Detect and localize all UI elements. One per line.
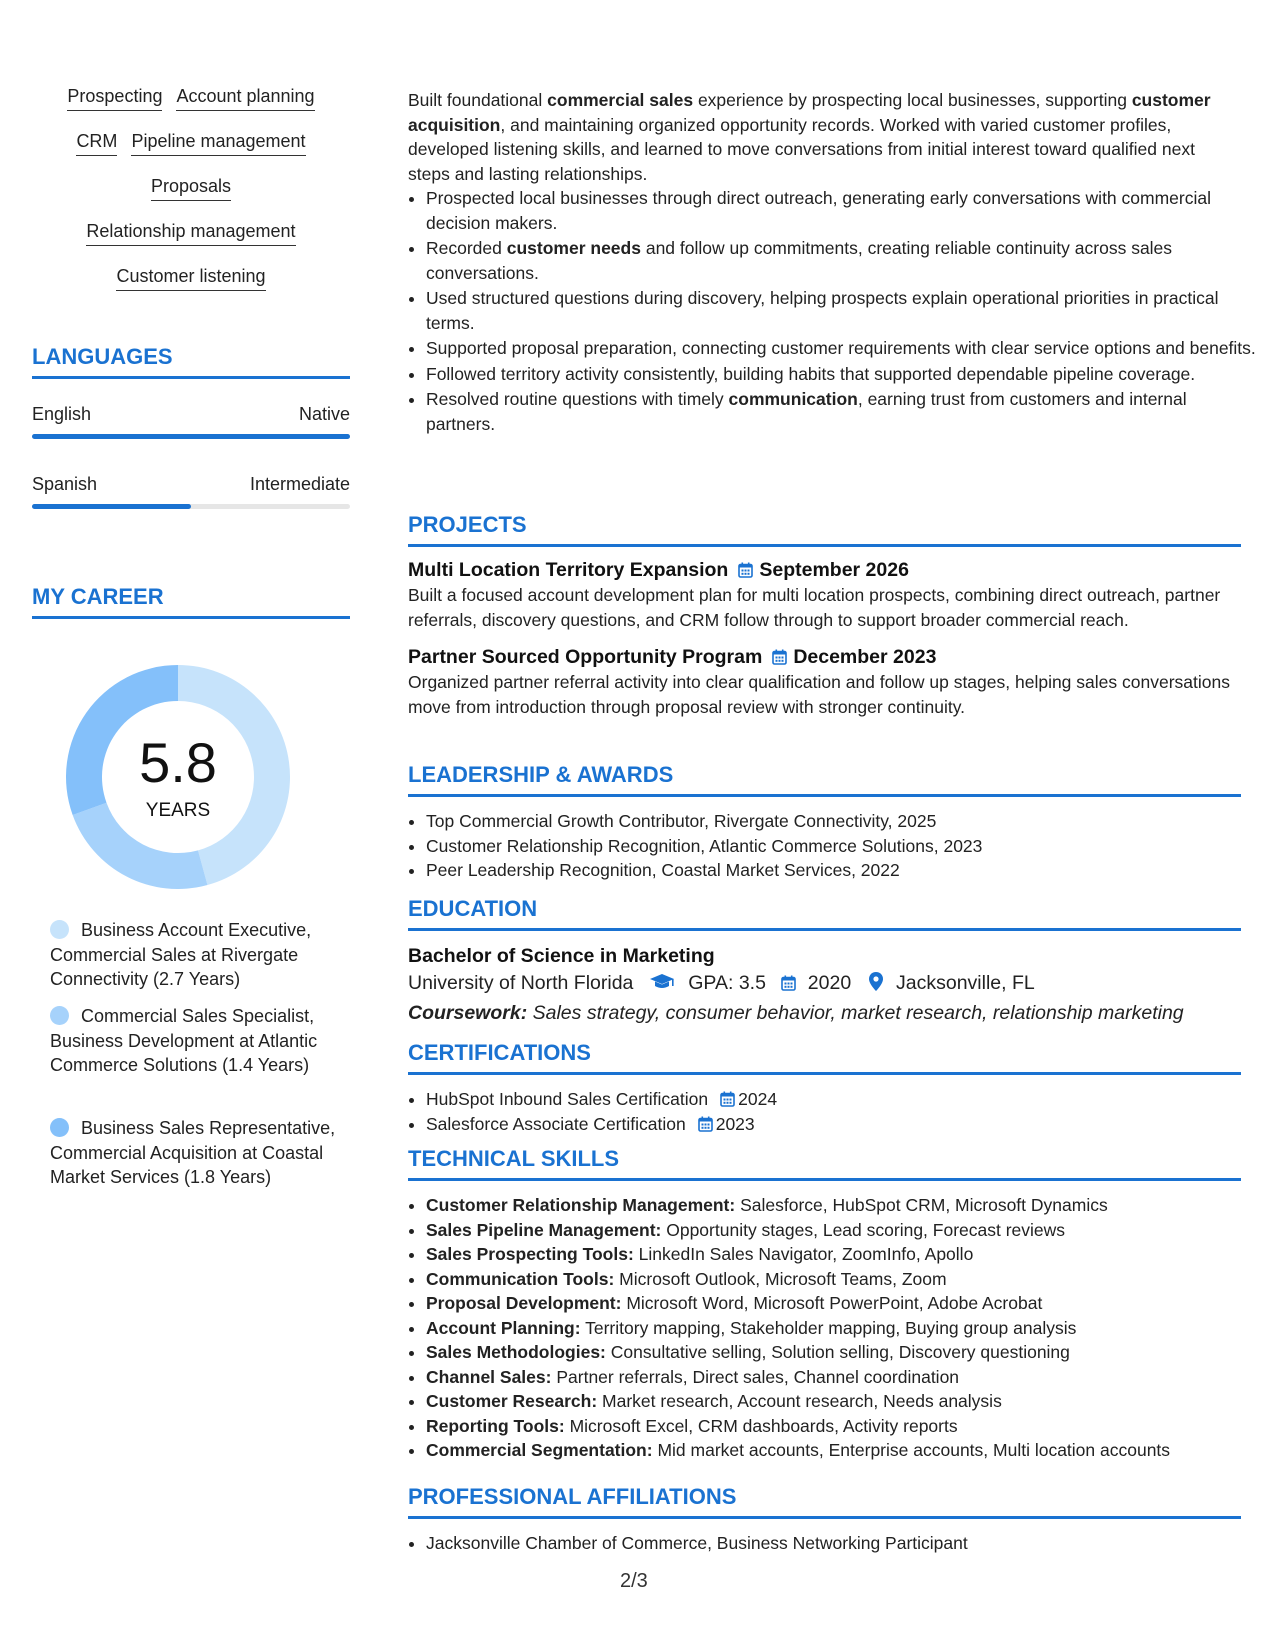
career-total-years: 5.8 [139, 731, 217, 794]
experience-bullet [426, 336, 1259, 361]
affiliations-list [408, 1531, 1241, 1556]
affiliation-item: • Jacksonville Chamber of Commerce, Business Networking Participant [426, 1531, 1241, 1556]
skill-category: Customer Research: [426, 1391, 598, 1411]
skill-values: Microsoft Outlook, Microsoft Teams, Zoom [619, 1268, 947, 1289]
education-degree: Bachelor of Science in Marketing [408, 945, 715, 967]
leadership-list [408, 809, 1241, 883]
page-number: 2/3 [620, 1570, 648, 1592]
coursework-label: Coursework: [408, 1002, 528, 1024]
project-name: Multi Location Territory Expansion [408, 559, 729, 581]
experience-bullet [426, 387, 1259, 436]
language-bar-fill [32, 504, 191, 509]
technical-skill-item [426, 1389, 1241, 1414]
technical-skill-item [426, 1316, 1241, 1341]
skill-category: Communication Tools: [426, 1268, 615, 1289]
text-run: Prospected local businesses through direct outreach, generating early conversations with commercial decision makers. [426, 188, 1211, 233]
calendar-icon [720, 1091, 735, 1107]
skill-tag: Customer listening [116, 266, 265, 291]
experience-bullet [426, 362, 1259, 387]
language-name: English [32, 404, 92, 424]
skill-category: Sales Pipeline Management: [426, 1219, 662, 1240]
skill-values: Consultative selling, Solution selling, Discovery questioning [610, 1342, 1070, 1362]
project-title-line [408, 557, 1241, 583]
location-pin-icon [869, 972, 883, 991]
project-item [408, 644, 1241, 719]
text-run: , earning trust from customers and internal partners. [426, 389, 1187, 434]
calendar-icon [781, 975, 796, 991]
graduation-cap-icon [649, 973, 675, 991]
language-level: Intermediate [249, 474, 350, 494]
text-run: Supported proposal preparation, connecting customer requirements with clear service options and benefits. [426, 338, 1256, 358]
certification-name: HubSpot Inbound Sales Certification [426, 1089, 709, 1109]
coursework-text: Sales strategy, consumer behavior, market research, relationship marketing [532, 1002, 1184, 1024]
certification-year: 2024 [738, 1089, 778, 1109]
skill-category: Customer Relationship Management: [426, 1195, 736, 1215]
skill-category: Reporting Tools: [426, 1415, 565, 1436]
education-details [408, 969, 1241, 997]
language-bar [32, 504, 350, 509]
project-date: September 2026 [759, 559, 909, 581]
bold-text: communication [728, 389, 858, 409]
calendar-icon [772, 649, 787, 665]
projects-section [408, 512, 1241, 719]
leadership-section [408, 762, 1241, 883]
skill-values: Market research, Account research, Needs analysis [602, 1391, 1002, 1411]
legend-dot [50, 1118, 69, 1137]
technical-skill-item [426, 1218, 1241, 1243]
career-role [50, 1116, 340, 1190]
language-level: Native [298, 404, 350, 424]
certification-year: 2023 [715, 1113, 755, 1134]
text-run: Built foundational [408, 90, 548, 110]
technical-skill-item [426, 1340, 1241, 1365]
skill-values: Territory mapping, Stakeholder mapping, Buying group analysis [585, 1317, 1077, 1338]
skill-values: Opportunity stages, Lead scoring, Forecast reviews [666, 1219, 1066, 1240]
technical-skill-item [426, 1193, 1241, 1218]
career-heading: MY CAREER [32, 584, 350, 619]
projects-heading: PROJECTS [408, 512, 1241, 547]
calendar-icon [738, 562, 753, 578]
experience-bullet [426, 236, 1259, 285]
award-item: • Top Commercial Growth Contributor, Rivergate Connectivity, 2025 [426, 809, 1241, 834]
project-description: Organized partner referral activity into clear qualification and follow up stages, helping sales conversations move from introduction through proposal review with stronger continuity. [408, 672, 1230, 717]
career-section [32, 584, 350, 619]
text-run: Followed territory activity consistently, building habits that supported dependable pipeline coverage. [426, 363, 1196, 384]
technical-skills-section [408, 1146, 1241, 1463]
affiliations-heading: PROFESSIONAL AFFILIATIONS [408, 1484, 1241, 1519]
skill-values: Microsoft Word, Microsoft PowerPoint, Adobe Acrobat [626, 1293, 1043, 1313]
certifications-section [408, 1040, 1241, 1136]
text-run: Used structured questions during discovery, helping prospects explain operational priorities in practical terms. [426, 288, 1219, 333]
skill-category: Account Planning: [426, 1317, 581, 1338]
project-date: December 2023 [793, 646, 937, 668]
certifications-list [408, 1087, 1241, 1136]
technical-skill-item [426, 1365, 1241, 1390]
skill-tag: Account planning [176, 86, 314, 111]
text-run: and follow up commitments, creating reliable continuity across sales conversations. [426, 238, 1173, 283]
skill-tag: CRM [76, 131, 117, 156]
text-run: , and maintaining organized opportunity records. Worked with varied customer profiles, developed listening skills, and learned to move conversations from initial interest toward qualified next steps and lasting relationships. [408, 114, 1195, 184]
leadership-heading: LEADERSHIP & AWARDS [408, 762, 1241, 797]
skill-tag: Pipeline management [131, 131, 305, 156]
education-section [408, 896, 1241, 1027]
certifications-heading: CERTIFICATIONS [408, 1040, 1241, 1075]
project-title-line [408, 644, 1241, 670]
skill-category: Sales Prospecting Tools: [426, 1244, 634, 1264]
certification-name: Salesforce Associate Certification [426, 1113, 686, 1134]
affiliations-section [408, 1484, 1241, 1556]
text-run: Resolved routine questions with timely [426, 389, 729, 409]
projects-list [408, 557, 1241, 719]
experience-summary [408, 88, 1241, 186]
languages-section [32, 344, 350, 379]
bold-text: customer acquisition [408, 90, 1211, 135]
experience-bullets [408, 186, 1259, 437]
skill-category: Sales Methodologies: [426, 1342, 606, 1362]
technical-skill-item [426, 1414, 1241, 1439]
skill-category: Commercial Segmentation: [426, 1440, 653, 1460]
career-total-unit: YEARS [145, 800, 211, 821]
education-coursework [408, 999, 1241, 1027]
legend-dot [50, 920, 69, 939]
education-entry [408, 943, 1241, 1027]
skill-category: Channel Sales: [426, 1366, 552, 1387]
legend-dot [50, 1006, 69, 1025]
career-role-text: Commercial Sales Specialist, Business Development at Atlantic Commerce Solutions (1.4 Years) [50, 1006, 318, 1075]
education-heading: EDUCATION [408, 896, 1241, 931]
bold-text: commercial sales [547, 90, 694, 110]
education-year: 2020 [807, 972, 852, 994]
skill-values: Mid market accounts, Enterprise accounts, Multi location accounts [657, 1440, 1171, 1460]
certification-item [426, 1112, 1241, 1137]
languages-heading: LANGUAGES [32, 344, 350, 379]
education-location: Jacksonville, FL [896, 972, 1035, 994]
career-role-text: Business Account Executive, Commercial Sales at Rivergate Connectivity (2.7 Years) [50, 920, 312, 989]
text-run: experience by prospecting local businesses, supporting [693, 90, 1132, 110]
skill-tag: Relationship management [86, 221, 295, 246]
experience-bullet [426, 286, 1259, 335]
career-role [50, 918, 340, 992]
skill-row [32, 266, 350, 311]
language-name: Spanish [32, 474, 98, 494]
certification-item [426, 1087, 1241, 1112]
skill-row [32, 86, 350, 131]
award-item: • Peer Leadership Recognition, Coastal Market Services, 2022 [426, 858, 1241, 883]
skill-values: Microsoft Excel, CRM dashboards, Activity reports [569, 1415, 958, 1436]
skill-row [32, 131, 350, 176]
calendar-icon [698, 1116, 713, 1132]
skill-row [32, 176, 350, 221]
education-school: University of North Florida [408, 972, 634, 994]
career-role [50, 1004, 340, 1078]
skill-values: LinkedIn Sales Navigator, ZoomInfo, Apollo [638, 1244, 974, 1264]
project-name: Partner Sourced Opportunity Program [408, 646, 763, 668]
text-run: Recorded [426, 238, 507, 258]
project-description: Built a focused account development plan for multi location prospects, combining direct outreach, partner referrals, discovery questions, and CRM follow through to support broader commercial reach. [408, 585, 1221, 630]
technical-skill-item [426, 1242, 1241, 1267]
language-bar [32, 434, 350, 439]
technical-skill-item [426, 1267, 1241, 1292]
experience-bullet [426, 186, 1259, 235]
skill-values: Salesforce, HubSpot CRM, Microsoft Dynamics [740, 1195, 1108, 1215]
language-bar-fill [32, 434, 350, 439]
technical-skill-item [426, 1291, 1241, 1316]
skill-tag: Proposals [151, 176, 231, 201]
education-gpa: GPA: 3.5 [688, 972, 766, 994]
skill-tag: Prospecting [67, 86, 162, 111]
skill-category: Proposal Development: [426, 1293, 622, 1313]
skill-row [32, 221, 350, 266]
project-item [408, 557, 1241, 632]
skill-tags [32, 86, 350, 311]
technical-skill-item [426, 1438, 1241, 1463]
award-item: • Customer Relationship Recognition, Atlantic Commerce Solutions, 2023 [426, 834, 1241, 859]
technical-skills-heading: TECHNICAL SKILLS [408, 1146, 1241, 1181]
bold-text: customer needs [506, 238, 641, 258]
career-role-text: Business Sales Representative, Commercial Acquisition at Coastal Market Services (1.8 Years) [50, 1118, 336, 1187]
skill-values: Partner referrals, Direct sales, Channel coordination [556, 1366, 960, 1387]
technical-skills-list [408, 1193, 1241, 1463]
